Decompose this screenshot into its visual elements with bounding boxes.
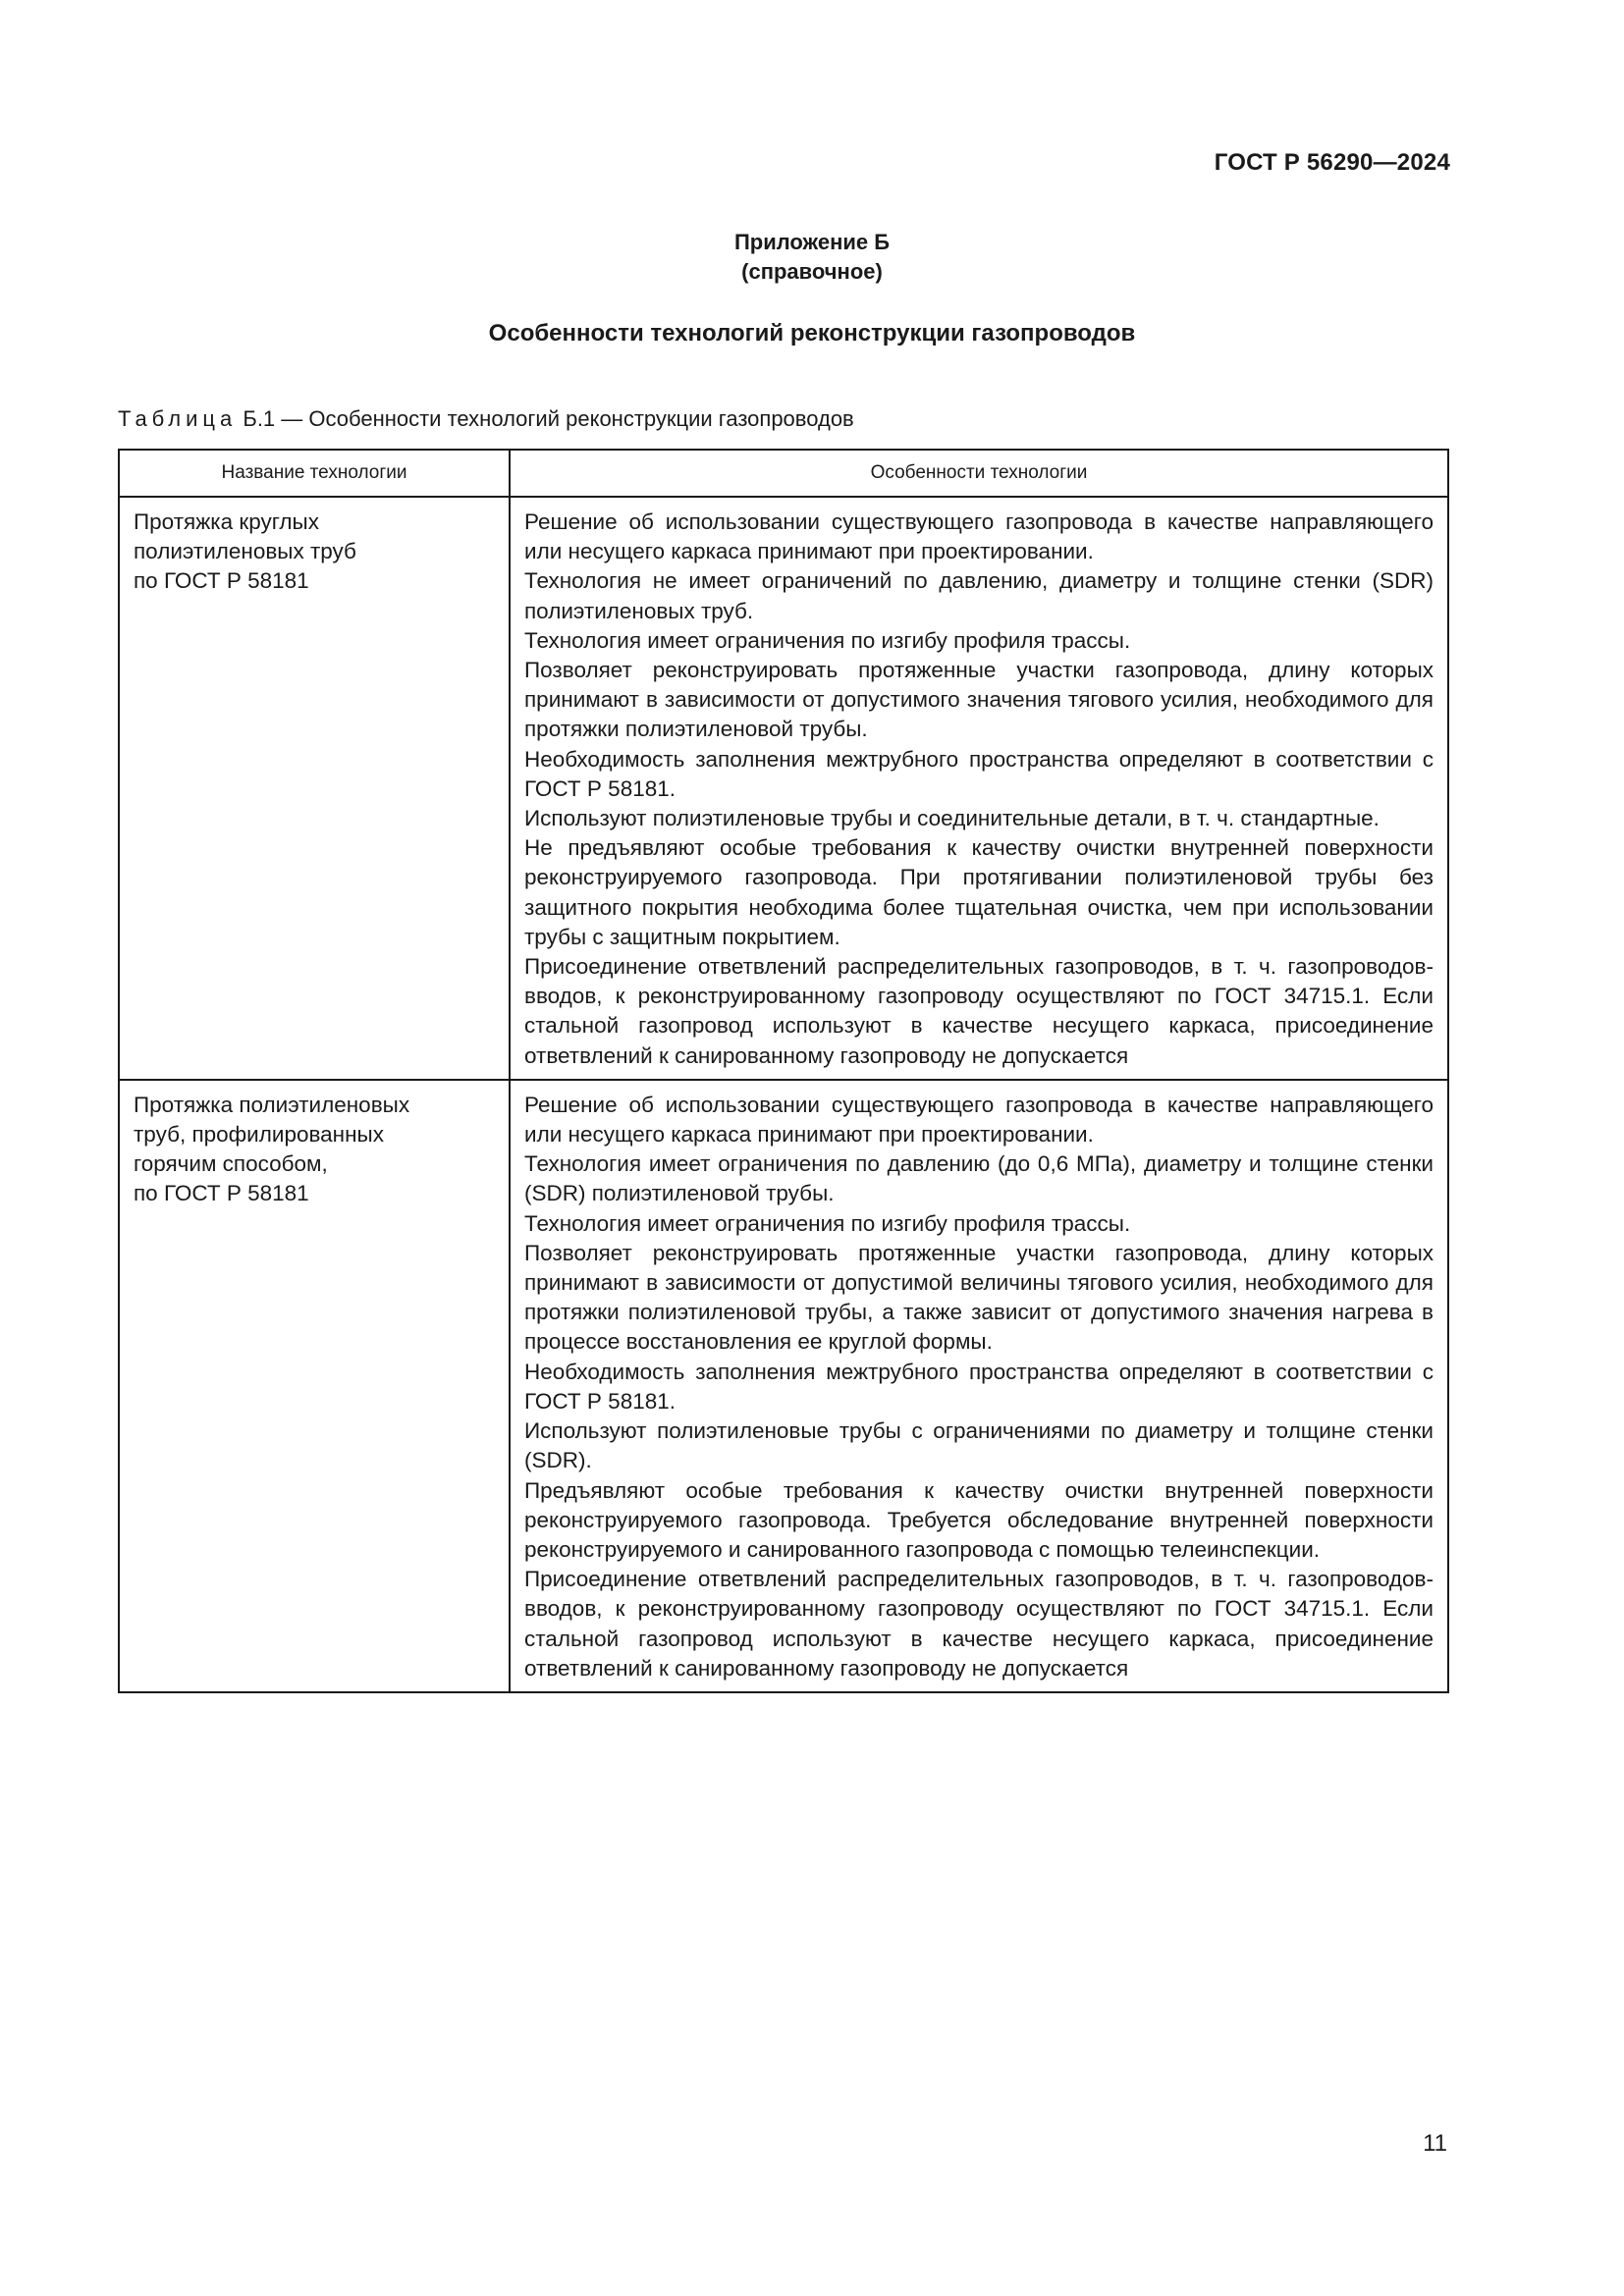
technology-name-line: горячим способом,	[134, 1151, 328, 1177]
technology-name-line: по ГОСТ Р 58181	[134, 1181, 309, 1206]
feature-paragraph: Решение об использовании существующего газопровода в качестве направляющего или несущего каркаса принимают при проектировании.	[524, 1092, 1434, 1148]
technology-name-line: Протяжка полиэтиленовых	[134, 1092, 410, 1117]
technology-name-line: Протяжка круглых	[134, 509, 319, 534]
document-code: ГОСТ Р 56290—2024	[1214, 149, 1450, 176]
feature-paragraph: Присоединение ответвлений распределительных газопроводов, в т. ч. газопроводов-вводов, к реконструированному газопроводу осуществляют по ГОСТ 34715.1. Если стальной газопровод используют в качестве несущего каркаса, присоединение ответвлений к санированному газопроводу не допускается	[524, 1567, 1434, 1681]
feature-paragraph: Присоединение ответвлений распределительных газопроводов, в т. ч. газопроводов-вводов, к реконструированному газопроводу осуществляют по ГОСТ 34715.1. Если стальной газопровод используют в качестве несущего каркаса, присоединение ответвлений к санированному газопроводу не допускается	[524, 954, 1434, 1068]
feature-paragraph: Позволяет реконструировать протяженные участки газопровода, длину которых принимают в зависимости от допустимой величины тягового усилия, необходимого для протяжки полиэтиленовой трубы, а также зависит от допустимого значения нагрева в процессе восстановления ее круглой формы.	[524, 1240, 1434, 1355]
technology-name-cell	[119, 497, 510, 1080]
appendix-heading	[0, 228, 1624, 287]
section-title: Особенности технологий реконструкции газопроводов	[488, 320, 1136, 347]
technology-table	[118, 449, 1449, 1693]
feature-paragraph: Используют полиэтиленовые трубы и соединительные детали, в т. ч. стандартные.	[524, 806, 1380, 831]
feature-paragraph: Предъявляют особые требования к качеству очистки внутренней поверхности реконструируемого газопровода. Требуется обследование внутренней поверхности реконструируемого и санированного газопровода с помощью телеинспекции.	[524, 1477, 1434, 1562]
feature-paragraph: Технология имеет ограничения по давлению (до 0,6 МПа), диаметру и толщине стенки (SDR) полиэтиленовой трубы.	[524, 1151, 1434, 1206]
table-body	[119, 497, 1448, 1692]
header-technology-features: Особенности технологии	[510, 450, 1448, 497]
technology-name-cell	[119, 1080, 510, 1692]
technology-features-cell	[510, 1080, 1448, 1692]
feature-paragraph: Необходимость заполнения межтрубного пространства определяют в соответствии с ГОСТ Р 58181.	[524, 1359, 1434, 1414]
feature-paragraph: Решение об использовании существующего газопровода в качестве направляющего или несущего каркаса принимают при проектировании.	[524, 509, 1434, 564]
technology-name-line: полиэтиленовых труб	[134, 539, 356, 564]
technology-features-cell	[510, 497, 1448, 1080]
table-row	[119, 497, 1448, 1080]
appendix-title: Приложение Б	[733, 230, 891, 254]
feature-paragraph: Технология не имеет ограничений по давлению, диаметру и толщине стенки (SDR) полиэтиленовых труб.	[524, 568, 1434, 623]
table-caption-text: Б.1 — Особенности технологий реконструкции газопроводов	[237, 406, 854, 431]
table-row	[119, 1080, 1448, 1692]
table-caption	[118, 406, 854, 432]
technology-name-line: по ГОСТ Р 58181	[134, 568, 309, 594]
page-number: 11	[1423, 2130, 1447, 2157]
feature-paragraph: Необходимость заполнения межтрубного пространства определяют в соответствии с ГОСТ Р 58181.	[524, 746, 1434, 801]
table-header-row	[119, 450, 1448, 497]
feature-paragraph: Не предъявляют особые требования к качеству очистки внутренней поверхности реконструируемого газопровода. При протягивании полиэтиленовой трубы без защитного покрытия необходима более тщательная очистка, чем при использовании трубы с защитным покрытием.	[524, 835, 1434, 949]
feature-paragraph: Технология имеет ограничения по изгибу профиля трассы.	[524, 627, 1131, 653]
technology-name-line: труб, профилированных	[134, 1122, 384, 1148]
table-caption-word: Таблица	[118, 406, 238, 431]
feature-paragraph: Технология имеет ограничения по изгибу профиля трассы.	[524, 1210, 1131, 1236]
header-technology-name: Название технологии	[119, 450, 510, 497]
feature-paragraph: Позволяет реконструировать протяженные участки газопровода, длину которых принимают в зависимости от допустимого значения тягового усилия, необходимого для протяжки полиэтиленовой трубы.	[524, 658, 1434, 742]
appendix-subtitle: (справочное)	[741, 259, 883, 284]
feature-paragraph: Используют полиэтиленовые трубы с ограничениями по диаметру и толщине стенки (SDR).	[524, 1418, 1434, 1473]
